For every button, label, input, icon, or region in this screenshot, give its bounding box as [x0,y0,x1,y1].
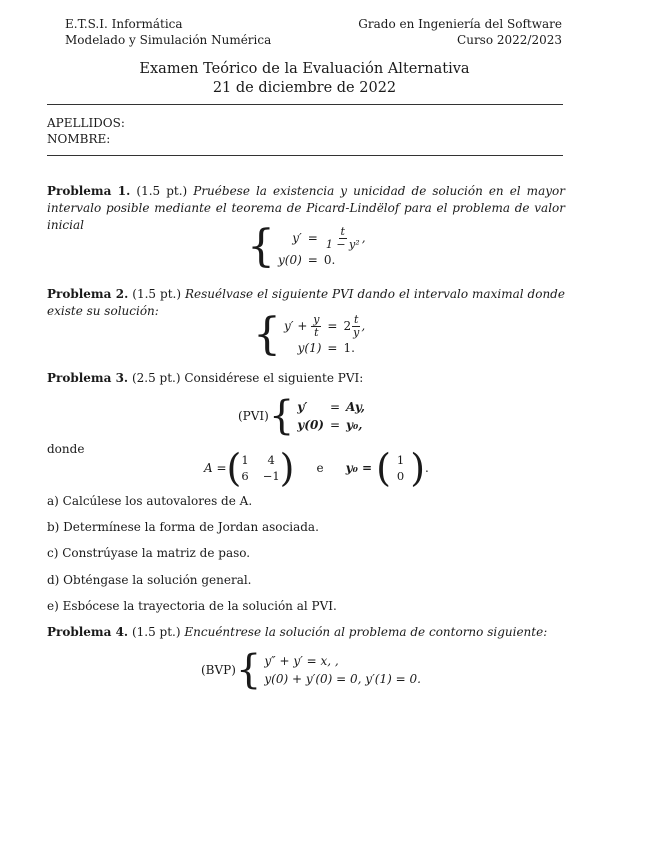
item-c: c) Constrúyase la matriz de paso. [47,546,251,560]
exam-title: Examen Teórico de la Evaluación Alternativa [139,61,470,77]
problem-4-statement: Encuéntrese la solución al problema de contorno siguiente: [184,625,548,639]
p3-eq2-lhs: y(0) [297,418,324,432]
header-left [65,16,271,48]
problem-1-points: (1.5 pt.) [136,184,188,198]
item-d: d) Obténgase la solución general. [47,573,252,587]
problem-3-points: (2.5 pt.) [131,371,181,385]
problem-1-label: Problema 1. [47,184,131,198]
right-paren: ) [279,446,295,490]
p1-eq2-rhs: 0. [323,252,336,267]
p3-eq1-lhs: y′ [297,400,308,414]
header-right [358,16,562,48]
p2-lhs-fraction: $\frac{y}{t}$ [313,312,320,339]
right-paren: ) [410,446,426,490]
exam-title-block [0,60,609,98]
item-b: b) Determínese la forma de Jordan asociada. [47,520,319,534]
p4-eq1: y″ + y′ = x, , [264,654,339,668]
conjunction: e [316,461,324,475]
matrix-cell: 6 [241,469,249,483]
problem-4 [47,624,565,641]
p2-eq2-rel: = [327,340,338,355]
p1-eq1-lhs: y′ [292,231,302,245]
p3-eq2-rhs: y₀, [346,418,363,432]
matrix-a [226,446,295,490]
problem-4-label: Problema 4. [47,625,129,639]
p1-eq1-fraction: $\frac{t}{\text{1 − y²}}$ [325,224,360,251]
p4-eq2: y(0) + y′(0) = 0, y′(1) = 0. [264,672,421,686]
vector-cell: 0 [396,469,405,483]
left-brace: { [235,647,262,693]
p2-eq1-rel: = [327,319,338,333]
p2-rhs-fraction: $\frac{t}{y}$ [353,312,360,339]
problem-2-system: { y′ + $\frac{y}{t}$ = 2 $\frac{t}{y}$ , y(1) = 1. [253,313,368,357]
problem-2-statement: Resuélvase el siguiente PVI dando el intervalo maximal donde existe su solución: [47,287,565,318]
divider-top [47,104,563,105]
vector-y0 [376,446,426,490]
problem-3-system [238,394,368,438]
item-a: a) Calcúlese los autovalores de A. [47,494,253,508]
item-e: e) Esbócese la trayectoria de la solución al PVI. [47,599,337,613]
problem-4-points: (1.5 pt.) [131,625,181,639]
p2-eq2-rhs: 1. [343,340,355,355]
name-label: NOMBRE: [47,132,111,146]
vector-name: y₀ = [345,461,373,475]
left-brace: { [253,309,281,360]
left-paren: ( [376,446,391,490]
school-name: E.T.S.I. Informática [65,17,183,31]
pvi-tag: (PVI) [238,409,269,423]
p1-eq2-lhs: y(0) [278,252,302,267]
p1-eq2-rel: = [307,252,318,267]
problem-3-label: Problema 3. [47,371,129,385]
matrix-cell: 1 [241,453,249,467]
problem-2-points: (1.5 pt.) [132,287,182,301]
left-brace: { [268,393,295,439]
divider-bottom [47,155,563,156]
problem-1-statement: Pruébese la existencia y unicidad de solución en el mayor intervalo posible mediante el teorema de Picard-Lindëlof para el problema de valor inicial [47,184,565,232]
course-name: Modelado y Simulación Numérica [65,33,272,47]
bvp-tag: (BVP) [201,663,236,677]
problem-2-label: Problema 2. [47,287,129,301]
student-fields [47,115,125,147]
p3-eq2-rel: = [329,418,341,432]
left-brace: { [247,221,275,272]
vector-cell: 1 [396,453,405,467]
surname-label: APELLIDOS: [47,116,125,130]
problem-3 [47,370,565,387]
matrix-name: A = [204,461,227,475]
degree-name: Grado en Ingeniería del Software [358,17,562,31]
p3-eq1-rhs: Ay, [346,400,365,414]
p3-eq1-rel: = [329,400,341,414]
problem-4-system [201,648,424,692]
left-paren: ( [226,446,242,490]
academic-year: Curso 2022/2023 [457,33,562,47]
matrix-cell: −1 [262,469,280,483]
problem-1-system: { y′ = $\frac{t}{\text{1 − y²}}$ , y(0) = 0. [247,225,369,269]
p1-eq1-rel: = [307,231,318,245]
where-label: donde [47,442,85,456]
exam-date: 21 de diciembre de 2022 [212,80,397,96]
matrix-cell: 4 [267,453,275,467]
p2-eq2-lhs: y(1) [297,340,322,355]
problem-3-matrices: A = ( 1 4 6 −1 ) e y₀ = ( 1 0 ) . [204,446,429,490]
problem-3-statement: Considérese el siguiente PVI: [184,371,364,385]
